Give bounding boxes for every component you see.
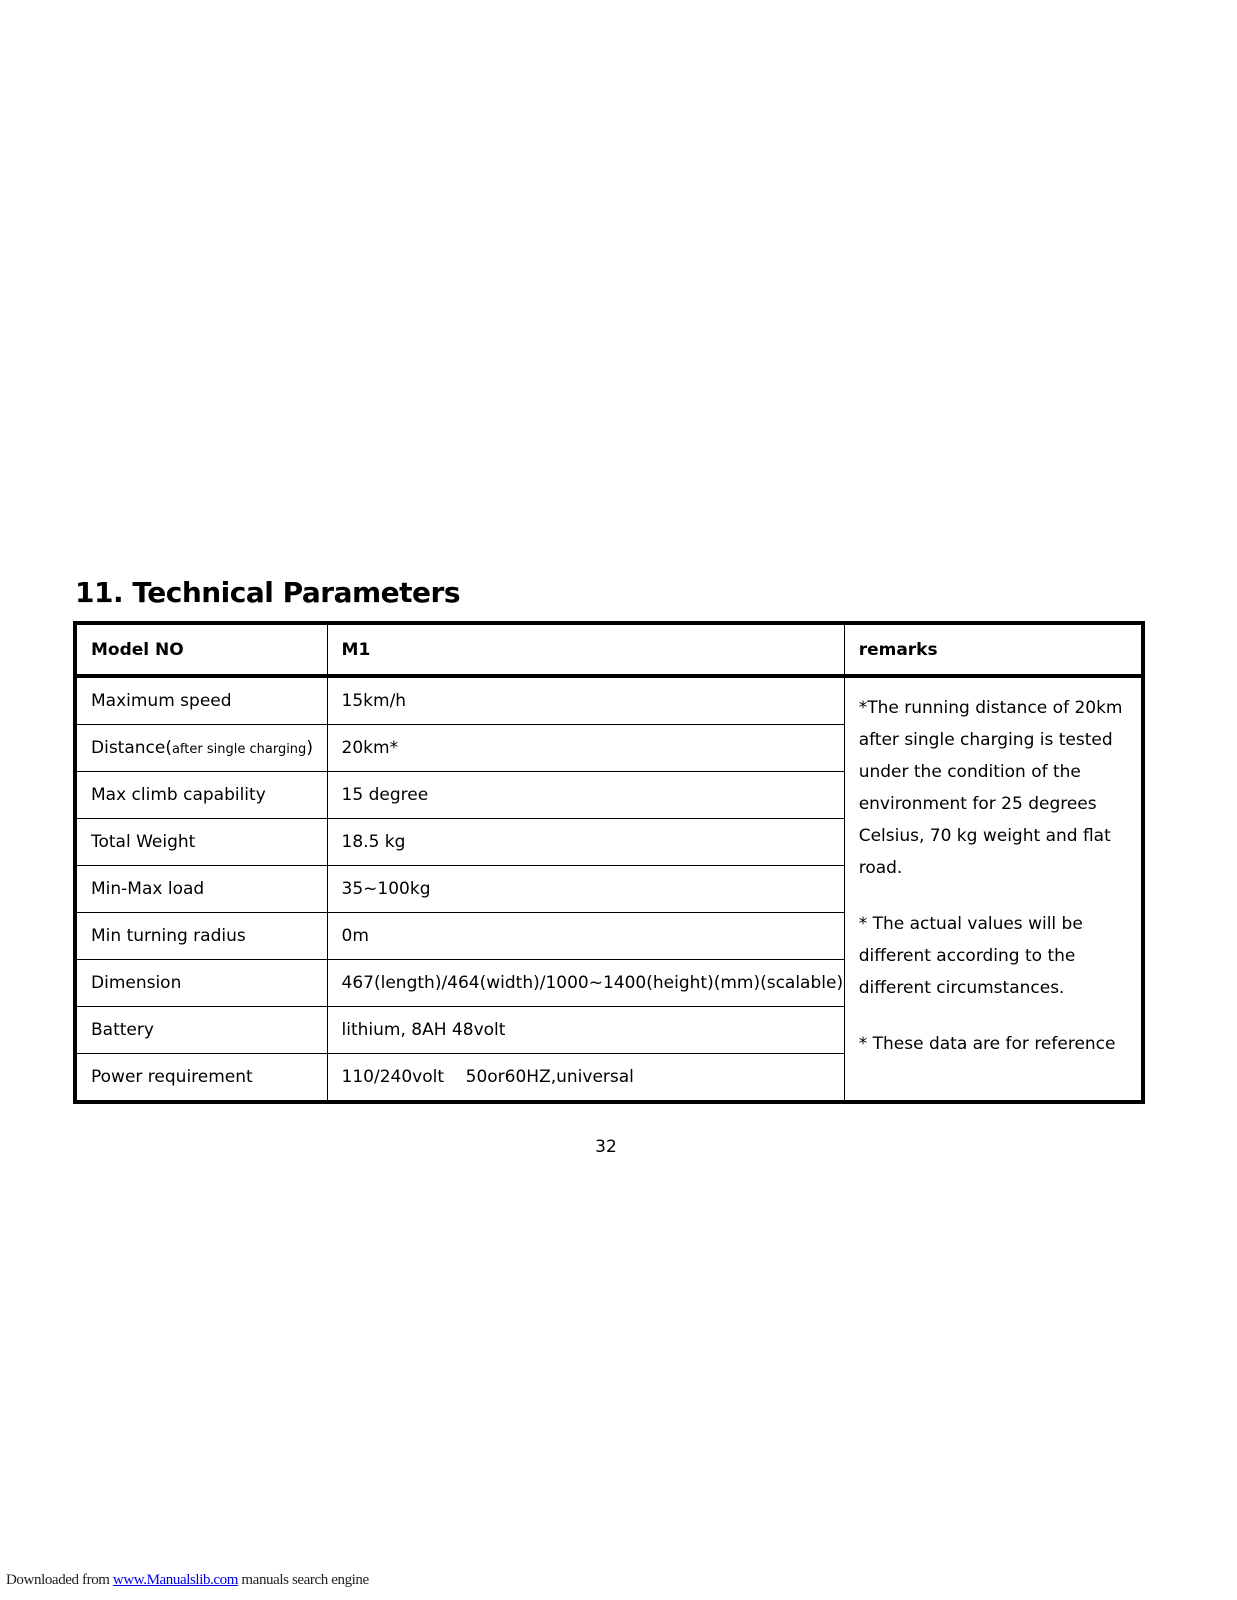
param-label: Min-Max load [75, 866, 327, 913]
param-value: 467(length)/464(width)/1000~1400(height)(mm)(scalable) [327, 960, 844, 1007]
param-value: lithium, 8AH 48volt [327, 1007, 844, 1054]
param-label: Power requirement [75, 1054, 327, 1103]
param-value: 0m [327, 913, 844, 960]
technical-parameters-table [73, 621, 1145, 1104]
param-label: Max climb capability [75, 772, 327, 819]
param-label: Maximum speed [75, 676, 327, 725]
param-value: 20km* [327, 725, 844, 772]
param-label: Battery [75, 1007, 327, 1054]
param-label: Min turning radius [75, 913, 327, 960]
column-header-model: Model NO [75, 623, 327, 676]
footer-suffix: manuals search engine [238, 1572, 369, 1588]
column-header-remarks: remarks [844, 623, 1143, 676]
param-value: 35~100kg [327, 866, 844, 913]
footer-prefix: Downloaded from [6, 1572, 113, 1588]
param-label-note: after single charging [171, 742, 307, 757]
table-row [75, 676, 1143, 725]
column-header-value: M1 [327, 623, 844, 676]
table-header-row [75, 623, 1143, 676]
param-value: 110/240volt 50or60HZ,universal [327, 1054, 844, 1103]
param-value: 15 degree [327, 772, 844, 819]
param-label: Dimension [75, 960, 327, 1007]
remark-note: *The running distance of 20km after single charging is tested under the condition of the environment for 25 degrees Celsius, 70 kg weight and flat road. [858, 698, 1123, 878]
param-label-close: ) [306, 738, 313, 758]
param-label-main: Distance( [91, 738, 172, 758]
manualslib-link[interactable]: www.Manualslib.com [112, 1572, 239, 1588]
download-footer [6, 1572, 369, 1589]
param-value: 15km/h [327, 676, 844, 725]
param-value: 18.5 kg [327, 819, 844, 866]
remark-note: * These data are for reference [858, 1034, 1116, 1054]
page-number: 32 [595, 1137, 617, 1157]
section-title: 11. Technical Parameters [75, 576, 461, 609]
param-label [75, 725, 327, 772]
remark-note: * The actual values will be different according to the different circumstances. [858, 914, 1083, 998]
param-label: Total Weight [75, 819, 327, 866]
remarks-cell [844, 676, 1143, 1102]
